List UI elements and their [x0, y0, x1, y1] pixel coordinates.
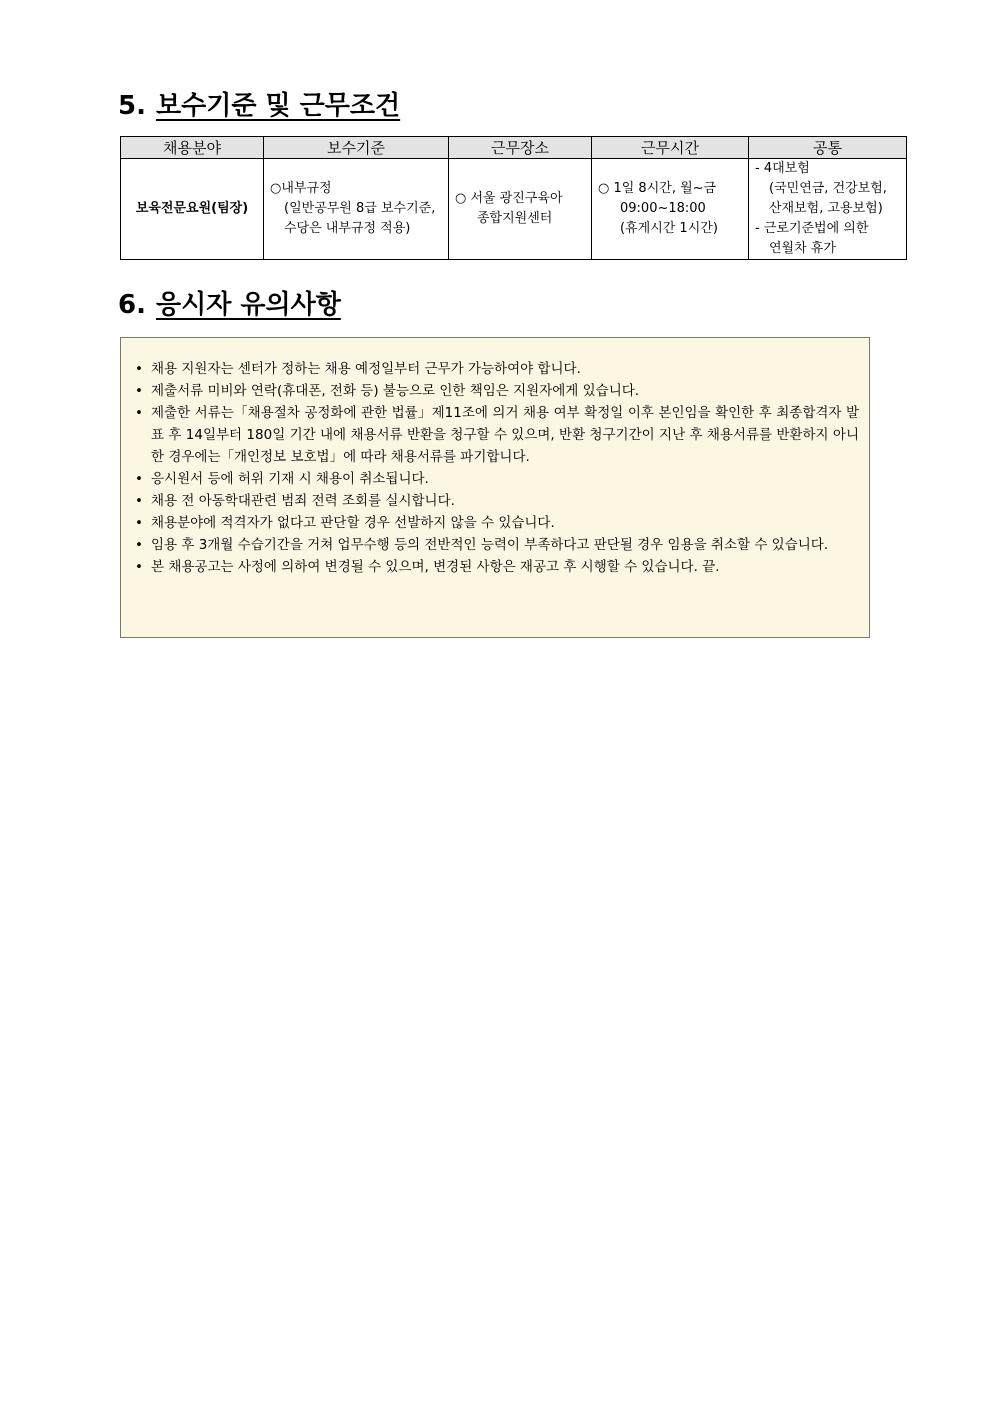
cell-pay	[264, 159, 449, 260]
section-6-heading	[118, 289, 341, 321]
list-item	[135, 556, 859, 578]
bullet-icon: •	[135, 493, 143, 509]
cell-place	[449, 159, 592, 260]
list-item	[135, 402, 859, 468]
place-line: 종합지원센터	[477, 211, 553, 226]
place-line: ○ 서울 광진구육아	[455, 191, 563, 206]
notice-list	[135, 358, 859, 578]
header-time: 근무시간	[592, 137, 749, 159]
notice-text: 제출서류 미비와 연락(휴대폰, 전화 등) 불능으로 인한 책임은 지원자에게 있습니다.	[151, 383, 640, 399]
bullet-icon: •	[135, 361, 143, 377]
section-6-title: 응시자 유의사항	[155, 290, 341, 320]
section-5-heading	[118, 90, 400, 122]
list-item	[135, 490, 859, 512]
pay-line: ○내부규정	[270, 181, 332, 196]
time-line: ○ 1일 8시간, 월~금	[598, 181, 717, 196]
section-6-number: 6.	[118, 290, 146, 320]
pay-line: 수당은 내부규정 적용)	[284, 221, 411, 236]
list-item	[135, 534, 859, 556]
bullet-icon: •	[135, 471, 143, 487]
notice-text: 채용 지원자는 센터가 정하는 채용 예정일부터 근무가 가능하여야 합니다.	[151, 361, 581, 377]
header-common: 공통	[749, 137, 907, 159]
common-line: - 근로기준법에 의한	[755, 221, 869, 236]
header-place: 근무장소	[449, 137, 592, 159]
notice-text: 임용 후 3개월 수습기간을 거쳐 업무수행 등의 전반적인 능력이 부족하다고 판단될 경우 임용을 취소할 수 있습니다.	[151, 537, 829, 553]
notice-text: 본 채용공고는 사정에 의하여 변경될 수 있으며, 변경된 사항은 재공고 후 시행할 수 있습니다. 끝.	[151, 559, 720, 575]
bullet-icon: •	[135, 515, 143, 531]
table-row	[121, 159, 907, 260]
time-line: 09:00~18:00	[620, 201, 706, 216]
pay-line: (일반공무원 8급 보수기준,	[284, 201, 436, 216]
bullet-icon: •	[135, 383, 143, 399]
cell-time	[592, 159, 749, 260]
bullet-icon: •	[135, 559, 143, 575]
bullet-icon: •	[135, 537, 143, 553]
common-line: (국민연금, 건강보험,	[769, 181, 887, 196]
section-5-title: 보수기준 및 근무조건	[155, 91, 401, 121]
section-5-number: 5.	[118, 91, 146, 121]
common-line: 산재보험, 고용보험)	[769, 201, 883, 216]
common-line: 연월차 휴가	[769, 241, 836, 256]
header-pay: 보수기준	[264, 137, 449, 159]
notice-text: 제출한 서류는「채용절차 공정화에 관한 법률」제11조에 의거 채용 여부 확정일 이후 본인임을 확인한 후 최종합격자 발표 후 14일부터 180일 기간 내에 채용서류 반환을 청구할 수 있으며, 반환 청구기간이 지난 후 채용서류를 반환하지 아니한 경우에는「개인정보 보호법」에 따라 채용서류를 파기합니다.	[151, 405, 859, 465]
employment-conditions-table	[120, 136, 907, 260]
notice-text: 채용분야에 적격자가 없다고 판단할 경우 선발하지 않을 수 있습니다.	[151, 515, 555, 531]
applicant-notice-box	[120, 337, 870, 638]
list-item	[135, 468, 859, 490]
list-item	[135, 380, 859, 402]
list-item	[135, 358, 859, 380]
table-header-row	[121, 137, 907, 159]
time-line: (휴게시간 1시간)	[620, 221, 718, 236]
header-field: 채용분야	[121, 137, 264, 159]
notice-text: 채용 전 아동학대관련 범죄 전력 조회를 실시합니다.	[151, 493, 455, 509]
list-item	[135, 512, 859, 534]
common-line: - 4대보험	[755, 161, 810, 176]
cell-common	[749, 159, 907, 260]
cell-field: 보육전문요원(팀장)	[121, 159, 264, 260]
notice-text: 응시원서 등에 허위 기재 시 채용이 취소됩니다.	[151, 471, 429, 487]
bullet-icon: •	[135, 405, 143, 421]
